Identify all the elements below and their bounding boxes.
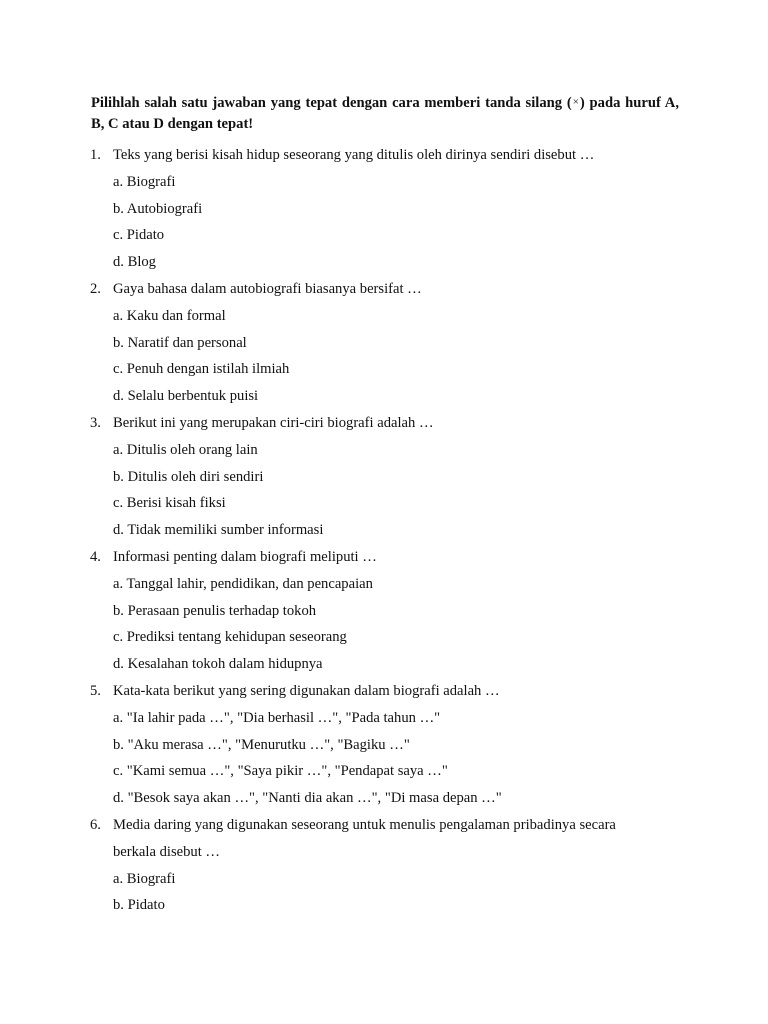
- option-text: c. Penuh dengan istilah ilmiah: [113, 361, 290, 378]
- question-text: Teks yang berisi kisah hidup seseorang yang ditulis oleh dirinya sendiri disebut …: [113, 147, 595, 163]
- question-number: 4.: [90, 548, 101, 565]
- question-text: berkala disebut …: [113, 843, 220, 860]
- option-text: c. Prediksi tentang kehidupan seseorang: [113, 629, 347, 646]
- option-6b: [0, 892, 768, 919]
- option-3d: [0, 517, 768, 544]
- question-6: [0, 812, 768, 839]
- option-text: a. Ditulis oleh orang lain: [113, 441, 258, 458]
- option-text: c. "Kami semua …", "Saya pikir …", "Pendapat saya …": [113, 763, 448, 780]
- cross-mark-icon: ×: [572, 96, 579, 108]
- option-4b: [0, 598, 768, 625]
- option-5b: [0, 732, 768, 759]
- question-number: 5.: [90, 682, 101, 699]
- option-text: b. Ditulis oleh diri sendiri: [113, 468, 264, 485]
- option-3c: [0, 490, 768, 517]
- option-5c: [0, 758, 768, 785]
- question-2: [0, 276, 768, 303]
- option-text: d. Blog: [113, 254, 156, 271]
- question-number: 6.: [90, 816, 101, 833]
- option-text: d. "Besok saya akan …", "Nanti dia akan …", "Di masa depan …": [113, 790, 502, 807]
- option-text: a. Tanggal lahir, pendidikan, dan pencapaian: [113, 575, 373, 592]
- question-text: Gaya bahasa dalam autobiografi biasanya bersifat …: [113, 280, 422, 297]
- question-6-continuation: [0, 839, 768, 866]
- option-text: c. Berisi kisah fiksi: [113, 495, 226, 512]
- instructions-text: [91, 93, 679, 134]
- option-1d: [0, 249, 768, 276]
- question-number: 2.: [90, 280, 101, 297]
- option-4c: [0, 624, 768, 651]
- option-text: b. "Aku merasa …", "Menurutku …", "Bagiku …": [113, 736, 410, 753]
- instructions-before: Pilihlah salah satu jawaban yang tepat dengan cara memberi tanda silang (: [91, 95, 572, 111]
- question-5: [0, 678, 768, 705]
- option-1a: [0, 169, 768, 196]
- option-6a: [0, 866, 768, 893]
- question-number: 3.: [90, 414, 101, 431]
- option-3b: [0, 464, 768, 491]
- option-text: a. Biografi: [113, 870, 176, 887]
- option-2c: [0, 356, 768, 383]
- option-text: d. Tidak memiliki sumber informasi: [113, 522, 324, 539]
- option-text: d. Kesalahan tokoh dalam hidupnya: [113, 656, 323, 673]
- option-2a: [0, 303, 768, 330]
- question-number: 1.: [90, 147, 101, 163]
- question-text: Informasi penting dalam biografi meliputi …: [113, 548, 377, 565]
- option-text: c. Pidato: [113, 227, 165, 244]
- option-text: d. Selalu berbentuk puisi: [113, 388, 259, 405]
- option-text: b. Autobiografi: [113, 200, 203, 217]
- question-text: Kata-kata berikut yang sering digunakan dalam biografi adalah …: [113, 682, 500, 699]
- option-3a: [0, 437, 768, 464]
- option-text: a. "Ia lahir pada …", "Dia berhasil …", "Pada tahun …": [113, 709, 441, 726]
- option-4a: [0, 571, 768, 598]
- option-text: b. Naratif dan personal: [113, 334, 247, 351]
- question-4: [0, 544, 768, 571]
- option-text: b. Perasaan penulis terhadap tokoh: [113, 602, 317, 619]
- question-3: [0, 410, 768, 437]
- instructions-after: ) pada huruf A, B, C atau D dengan tepat!: [91, 95, 679, 132]
- option-2b: [0, 330, 768, 357]
- option-1b: [0, 196, 768, 223]
- question-text: Berikut ini yang merupakan ciri-ciri biografi adalah …: [113, 414, 434, 431]
- option-5a: [0, 705, 768, 732]
- option-2d: [0, 383, 768, 410]
- option-1c: [0, 222, 768, 249]
- question-list: [0, 142, 768, 919]
- question-1: [0, 142, 768, 169]
- question-text: Media daring yang digunakan seseorang untuk menulis pengalaman pribadinya secara: [113, 816, 616, 833]
- option-text: b. Pidato: [113, 897, 165, 914]
- option-text: a. Kaku dan formal: [113, 307, 226, 324]
- option-text: a. Biografi: [113, 173, 176, 190]
- option-4d: [0, 651, 768, 678]
- option-5d: [0, 785, 768, 812]
